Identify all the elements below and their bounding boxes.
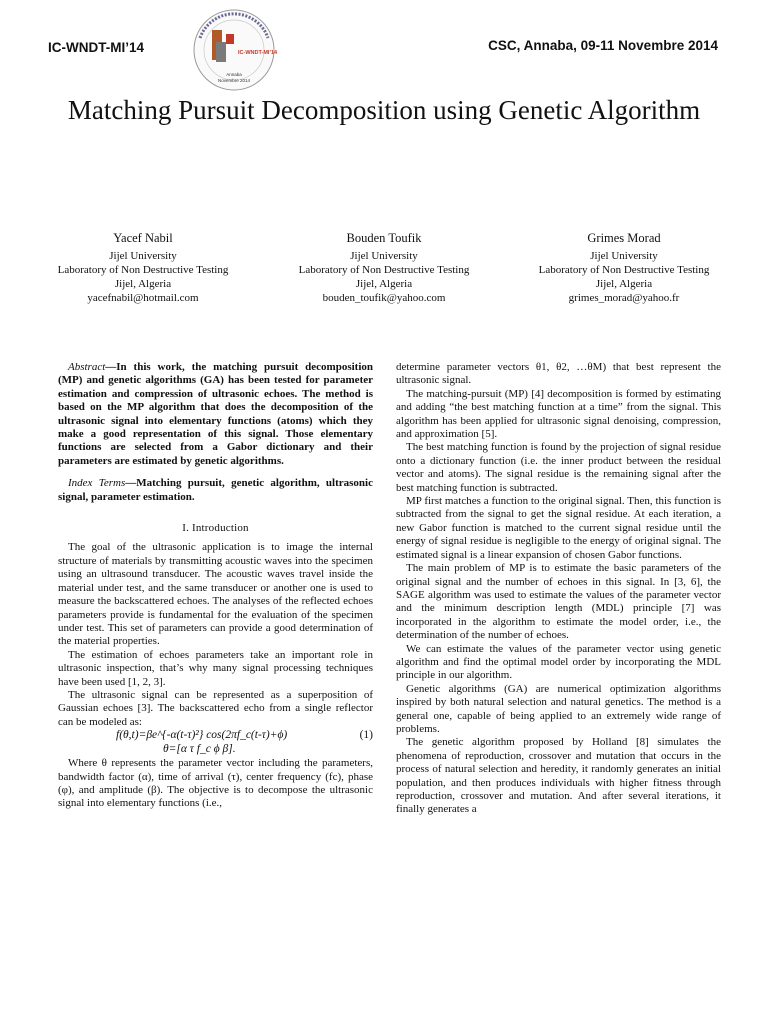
paragraph: The genetic algorithm proposed by Holland [8] simulates the phenomena of reproduction, crossover and mutation that occurs in the process of natural selection and heredity, it randomly generates an initial population, and then produces individuals with higher fitness through reproduction, crossover and mutation. And after several iterations, it finally generates a [396,736,721,816]
author-block-2 [284,231,484,305]
paragraph: The matching-pursuit (MP) [4] decomposition is formed by estimating and adding “the best matching function at a time” from the signal. This algorithm has been applied for ultrasonic signal denoising, compression, and approximation [5]. [396,387,721,441]
conference-location-date: CSC, Annaba, 09-11 Novembre 2014 [488,38,718,53]
author-name: Grimes Morad [587,231,661,245]
paragraph: Where θ represents the parameter vector including the parameters, bandwidth factor (α), time of arrival (τ), center frequency (fc), phase (φ), and amplitude (β). The objective is to decompose the ultrasonic signal into elementary functions (i.e., [58,757,373,810]
paragraph: The best matching function is found by the projection of signal residue onto a dictionary function (i.e. the inner product between the residual vector and atoms). The signal residue is the remaining signal after the best matching function is subtracted. [396,441,721,494]
author-university: Jijel University [109,250,177,262]
paper-title: Matching Pursuit Decomposition using Genetic Algorithm [67,95,701,125]
index-terms [58,477,373,504]
conference-code: IC-WNDT-MI’14 [48,40,144,55]
paragraph: The ultrasonic signal can be represented as a superposition of Gaussian echoes [3]. The backscattered echo from a single reflector can be modeled as: [58,688,373,728]
author-lab: Laboratory of Non Destructive Testing [298,264,470,276]
author-lab: Laboratory of Non Destructive Testing [538,264,710,276]
author-email: grimes_morad@yahoo.fr [568,292,680,304]
equation-line-2: θ=[α τ f_c ϕ β]. [163,743,236,756]
paragraph: determine parameter vectors θ1, θ2, …θM) that best represent the ultrasonic signal. [396,361,721,387]
author-block-1 [43,231,243,305]
equation-number: (1) [359,729,373,742]
paragraph: We can estimate the values of the parameter vector using genetic algorithm and find the optimal model order by incorporating the MDL principle in our algorithm. [396,642,721,682]
logo-label: IC-WNDT-MI’14 [238,50,278,56]
author-university: Jijel University [590,250,658,262]
author-name: Yacef Nabil [113,231,173,245]
paragraph: MP first matches a function to the original signal. Then, this function is subtracted from the signal to get the signal residue. At each iteration, a new Gabor function is matched to the current signal residue until the energy of signal residue is negligible to the energy of original signal. The estimated signal is a linear expansion of chosen Gabor functions. [396,495,721,561]
index-terms-text: —Matching pursuit, genetic algorithm, ultrasonic signal, parameter estimation. [58,477,373,503]
abstract [58,361,373,468]
section-heading: I. Introduction [182,522,249,535]
author-email: bouden_toufik@yahoo.com [322,292,446,304]
right-column [396,361,721,817]
author-name: Bouden Toufik [346,231,422,245]
paragraph: Genetic algorithms (GA) are numerical optimization algorithms inspired by both natural selection and natural genetics. The method is a general one, capable of being applied to an extremely wide range of problems. [396,682,721,735]
svg-text:Annaba: Annaba [226,72,242,77]
abstract-text: —In this work, the matching pursuit decomposition (MP) and genetic algorithms (GA) has been tested for parameter estimation and compression of ultrasonic echoes. The method is based on the MP algorithm that does the decomposition of the ultrasonic signal into elementary functions (atoms) which they make a good representation of this signal. Those elementary functions are selected from a Gabor dictionary and their parameters are estimated by genetic algorithms. [58,361,373,467]
equation-line-1: f(θ,t)=βe^{-α(t-τ)²} cos(2πf_c(t-τ)+ϕ) [116,729,288,742]
author-city: Jijel, Algeria [114,278,172,290]
author-lab: Laboratory of Non Destructive Testing [57,264,229,276]
abstract-lead: Abstract [68,361,106,373]
paragraph: The main problem of MP is to estimate the basic parameters of the original signal and the number of echoes in this signal. In [3, 6], the SAGE algorithm was used to estimate the values of the parameter vector and the minimum description length (MDL) principle [7] was incorporated in the algorithm to estimate the model order, i.e., the determination of the number of echoes. [396,562,721,642]
left-column [58,361,373,811]
index-terms-lead: Index Terms [68,477,126,490]
author-block-3 [524,231,724,305]
author-email: yacefnabil@hotmail.com [87,292,199,304]
paragraph: The estimation of echoes parameters take an important role in ultrasonic inspection, that’s why many signal processing techniques have been used [1, 2, 3]. [58,648,373,688]
conference-logo [186,8,282,98]
equation-1 [58,729,373,757]
paragraph: The goal of the ultrasonic application is to image the internal structure of materials by transmitting acoustic waves into the specimen using an ultrasound transducer. The acoustic waves travel inside the material under test, and the same transducer or another one is used to measure the backscattered echoes. The analyses of the reflected echoes parameters provide is fundamental for the evaluation of the specimen under test. This set of parameters can provide a good determination of the material properties. [58,541,373,648]
author-city: Jijel, Algeria [595,278,653,290]
svg-text:Novembre 2014: Novembre 2014 [217,78,251,83]
author-city: Jijel, Algeria [355,278,413,290]
author-university: Jijel University [350,250,418,262]
